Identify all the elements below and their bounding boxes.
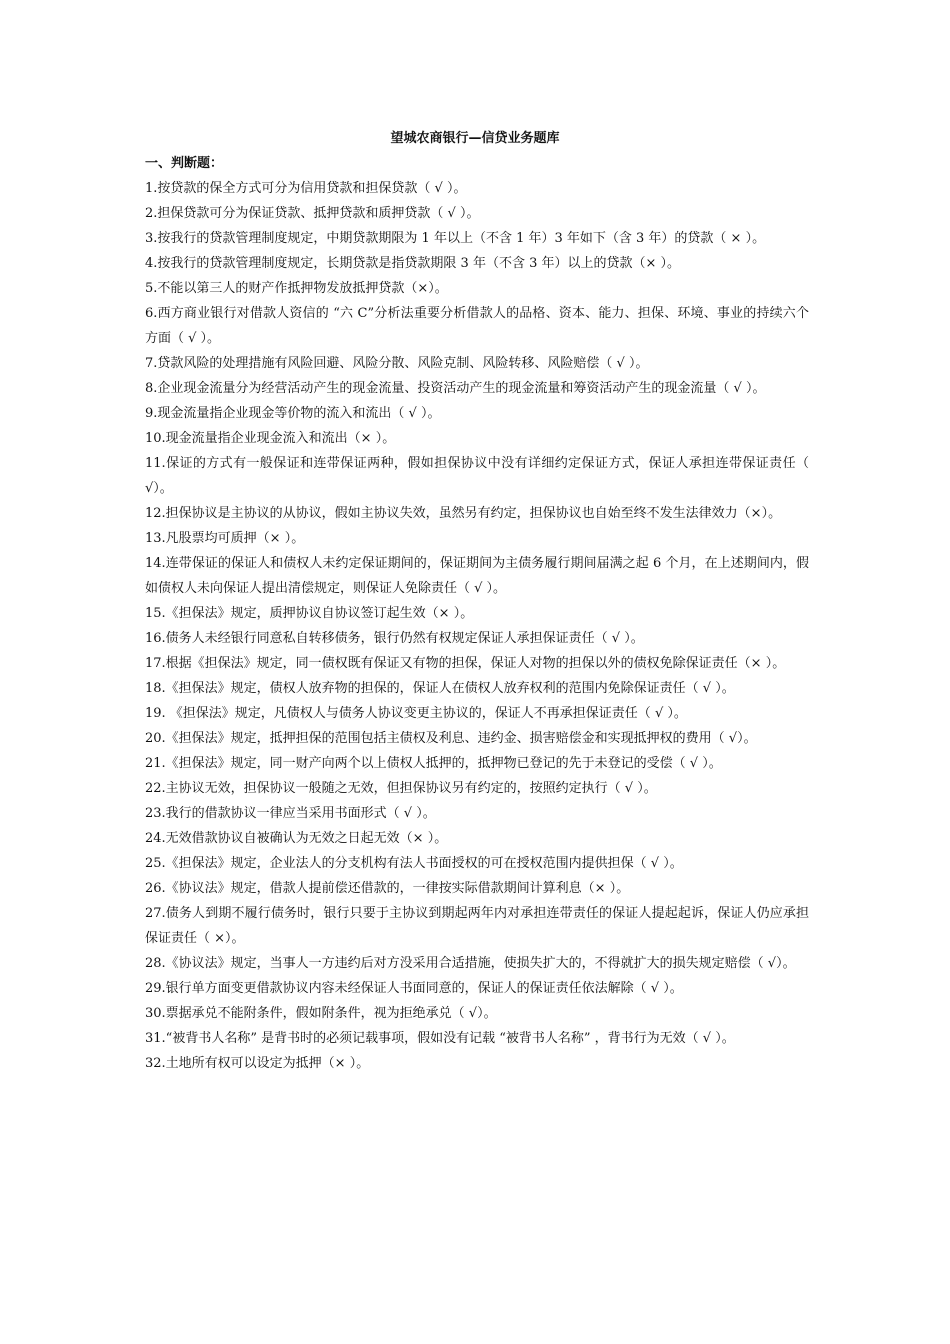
question-item: 25.《担保法》规定，企业法人的分支机构有法人书面授权的可在授权范围内提供担保（ √ ）。 — [145, 856, 683, 871]
question-item: 5.不能以第三人的财产作抵押物发放抵押贷款（×）。 — [145, 281, 448, 296]
question-item: 8.企业现金流量分为经营活动产生的现金流量、投资活动产生的现金流量和筹资活动产生的现金流量（ √ ）。 — [145, 381, 766, 396]
question-item: 3.按我行的贷款管理制度规定，中期贷款期限为 1 年以上（不含 1 年）3 年如下（含 3 年）的贷款（ × ）。 — [145, 231, 766, 246]
question-item: 18.《担保法》规定，债权人放弃物的担保的，保证人在债权人放弃权利的范围内免除保证责任（ √ ）。 — [145, 681, 735, 696]
question-item: 26.《协议法》规定，借款人提前偿还借款的，一律按实际借款期间计算利息（× ）。 — [145, 881, 630, 896]
question-item: 17.根据《担保法》规定，同一债权既有保证又有物的担保，保证人对物的担保以外的债权免除保证责任（× ）。 — [145, 656, 786, 671]
question-item: 24.无效借款协议自被确认为无效之日起无效（× ）。 — [145, 831, 448, 846]
section-heading: 一、判断题： — [145, 156, 224, 171]
question-item: 15.《担保法》规定，质押协议自协议签订起生效（× ）。 — [145, 606, 474, 621]
question-item: 27.债务人到期不履行债务时，银行只要于主协议到期起两年内对承担连带责任的保证人提起起诉，保证人仍应承担保证责任（ ×）。 — [145, 906, 809, 946]
question-item: 9.现金流量指企业现金等价物的流入和流出（ √ ）。 — [145, 406, 441, 421]
question-item: 22.主协议无效，担保协议一般随之无效，但担保协议另有约定的，按照约定执行（ √ ）。 — [145, 781, 657, 796]
question-item: 2.担保贷款可分为保证贷款、抵押贷款和质押贷款（ √ ）。 — [145, 206, 480, 221]
question-item: 20.《担保法》规定，抵押担保的范围包括主债权及利息、违约金、损害赔偿金和实现抵押权的费用（ √）。 — [145, 731, 757, 746]
question-item: 14.连带保证的保证人和债权人未约定保证期间的，保证期间为主债务履行期间届满之起 6 个月，在上述期间内，假如债权人未向保证人提出清偿规定，则保证人免除责任（ √ ）。 — [145, 556, 809, 596]
question-item: 28.《协议法》规定，当事人一方违约后对方没采用合适措施，使损失扩大的，不得就扩大的损失规定赔偿（ √）。 — [145, 956, 796, 971]
question-item: 31.“被背书人名称” 是背书时的必须记载事项，假如没有记载 “被背书人名称” ，背书行为无效（ √ ）。 — [145, 1031, 735, 1046]
question-item: 11.保证的方式有一般保证和连带保证两种，假如担保协议中没有详细约定保证方式，保证人承担连带保证责任（ √）。 — [145, 456, 809, 496]
question-item: 23.我行的借款协议一律应当采用书面形式（ √ ）。 — [145, 806, 436, 821]
question-item: 16.债务人未经银行同意私自转移债务，银行仍然有权规定保证人承担保证责任（ √ ）。 — [145, 631, 644, 646]
question-item: 13.凡股票均可质押（× ）。 — [145, 531, 305, 546]
question-item: 29.银行单方面变更借款协议内容未经保证人书面同意的，保证人的保证责任依法解除（ √ ）。 — [145, 981, 683, 996]
question-item: 19. 《担保法》规定，凡债权人与债务人协议变更主协议的，保证人不再承担保证责任（ √ ）。 — [145, 706, 687, 721]
question-item: 6.西方商业银行对借款人资信的 “六 C”分析法重要分析借款人的品格、资本、能力、担保、环境、事业的持续六个方面（ √ ）。 — [145, 306, 809, 346]
question-item: 10.现金流量指企业现金流入和流出（× ）。 — [145, 431, 396, 446]
question-item: 12.担保协议是主协议的从协议，假如主协议失效，虽然另有约定，担保协议也自始至终不发生法律效力（×）。 — [145, 506, 782, 521]
question-item: 32.土地所有权可以设定为抵押（× ）。 — [145, 1056, 370, 1071]
page-title: 望城农商银行—信贷业务题库 — [390, 131, 560, 146]
question-item: 7.贷款风险的处理措施有风险回避、风险分散、风险克制、风险转移、风险赔偿（ √ ）。 — [145, 356, 649, 371]
question-item: 30.票据承兑不能附条件，假如附条件，视为拒绝承兑（ √）。 — [145, 1006, 497, 1021]
question-item: 1.按贷款的保全方式可分为信用贷款和担保贷款（ √ ）。 — [145, 181, 467, 196]
question-item: 21.《担保法》规定，同一财产向两个以上债权人抵押的，抵押物已登记的先于未登记的受偿（ √ ）。 — [145, 756, 722, 771]
question-list — [145, 176, 809, 1076]
question-item: 4.按我行的贷款管理制度规定，长期贷款是指贷款期限 3 年（不含 3 年）以上的贷款（× ）。 — [145, 256, 681, 271]
